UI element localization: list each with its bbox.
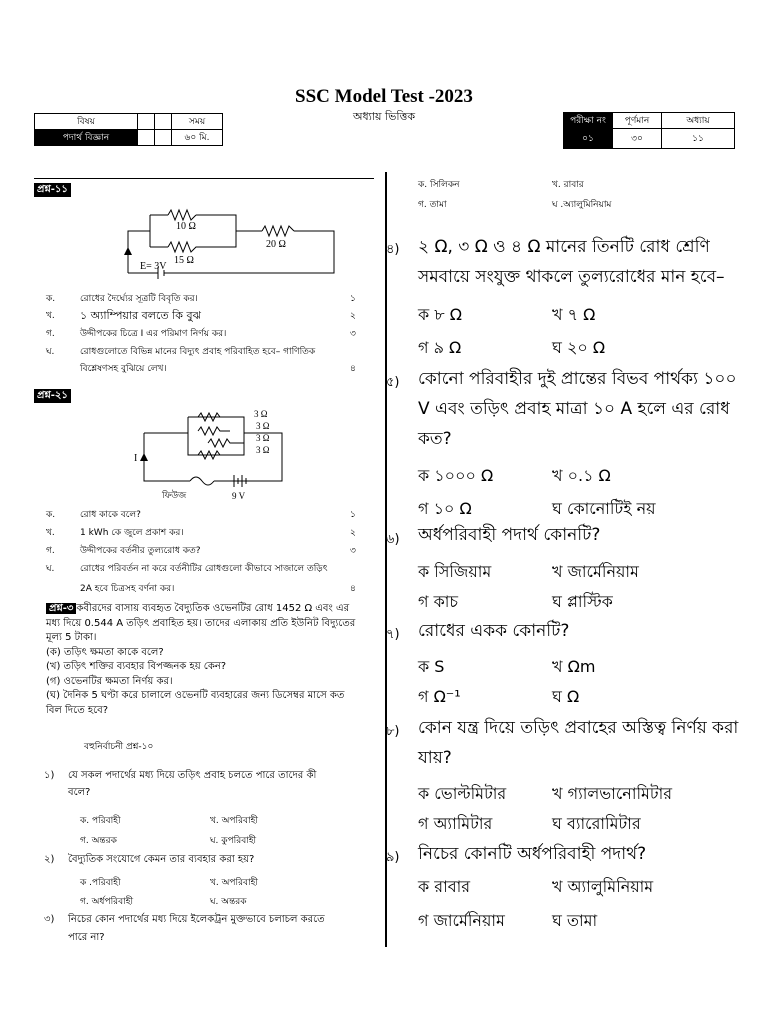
subject-value: পদার্থ বিজ্ঞান bbox=[35, 130, 138, 146]
mcq-4-option-a: ক ৮ Ω bbox=[418, 305, 462, 324]
mcq-2-option-d: ঘ. অন্তরক bbox=[210, 897, 247, 907]
mcq-6-option-c: গ কাচ bbox=[418, 592, 459, 611]
mcq-7-number: ৭) bbox=[386, 627, 400, 642]
subject-info-table bbox=[34, 113, 223, 146]
voltage-label: 9 V bbox=[232, 491, 246, 501]
chapter-label: অধ্যায় bbox=[662, 113, 735, 129]
mcq-2-option-c: গ. অর্ধপরিবাহী bbox=[80, 897, 134, 907]
emf-label: E= 3V bbox=[140, 261, 167, 272]
page-title: SSC Model Test -2023 bbox=[295, 86, 473, 107]
circuit-diagram-2 bbox=[134, 409, 314, 501]
mcq-6-option-a: ক সিজিয়াম bbox=[418, 562, 492, 581]
mcq-1-option-c: গ. অন্তরক bbox=[80, 836, 117, 846]
resistor-label-3a: 3 Ω bbox=[254, 409, 268, 419]
mcq-3: ৩) নিচের কোন পদার্থের মধ্য দিয়ে ইলেকট্রন মুক্তভাবে চলাচল করতে পারে না? bbox=[44, 914, 325, 943]
mcq-7-option-d: ঘ Ω bbox=[552, 687, 580, 706]
question-2-label: প্রশ্ন-২১ bbox=[34, 389, 71, 403]
mcq-9-question: নিচের কোনটি অর্ধপরিবাহী পদার্থ? bbox=[418, 844, 647, 864]
question-1-label: প্রশ্ন-১১ bbox=[34, 183, 71, 197]
page-subtitle: অধ্যায় ভিত্তিক bbox=[352, 110, 416, 123]
mcq-4-question: ২ Ω, ৩ Ω ও ৪ Ω মানের তিনটি রোধ শ্রেণি সমবায়ে সংযুক্ত থাকলে তুল্যরোধের মান হবে– bbox=[418, 237, 725, 287]
mcq-1: ১) যে সকল পদার্থের মধ্য দিয়ে তড়িৎ প্রবাহ চলতে পারে তাদের কী বলে? bbox=[44, 770, 317, 798]
header-divider bbox=[34, 178, 374, 179]
mcq-9-number: ৯) bbox=[386, 850, 400, 865]
column-divider bbox=[385, 172, 387, 947]
q2-sub-d: ঘ. রোধের পরিবর্তন না করে বর্তনীটির রোধগুলো কীভাবে সাজালে তড়িৎ bbox=[46, 564, 328, 574]
mcq-heading: বহুনির্বাচনী প্রশ্ন-১০ bbox=[84, 742, 154, 752]
mcq-9-option-b: খ অ্যালুমিনিয়াম bbox=[552, 877, 654, 896]
resistor-label-20: 20 Ω bbox=[266, 239, 286, 250]
mcq-1-option-d: ঘ. কুপরিবাহী bbox=[210, 836, 257, 846]
mcq-9-option-c: গ জার্মেনিয়াম bbox=[418, 911, 505, 930]
q2-sub-c: গ. উদ্দীপকের বর্তনীর তুল্যরোধ কত? ৩ bbox=[46, 546, 356, 556]
mcq-3-option-b: খ. রাবার bbox=[552, 180, 584, 190]
q1-sub-d: ঘ. রোধগুলোতে বিভিন্ন মানের বিদ্যুৎ প্রবাহ পরিবাহিত হবে– গাণিতিক bbox=[46, 347, 316, 357]
mcq-3-option-c: গ. তামা bbox=[418, 200, 447, 210]
mcq-7-question: রোধের একক কোনটি? bbox=[418, 621, 570, 641]
mcq-6-option-d: ঘ প্লাস্টিক bbox=[552, 592, 613, 611]
mcq-8-question: কোন যন্ত্র দিয়ে তড়িৎ প্রবাহের অস্তিত্ব নির্ণয় করা যায়? bbox=[418, 718, 739, 768]
mcq-9-option-d: ঘ তামা bbox=[552, 911, 598, 930]
mcq-9-option-a: ক রাবার bbox=[418, 877, 471, 896]
mcq-5-option-c: গ ১০ Ω bbox=[418, 499, 472, 518]
mcq-4-option-d: ঘ ২০ Ω bbox=[552, 338, 606, 357]
resistor-label-3b: 3 Ω bbox=[256, 421, 270, 431]
q2-sub-d-cont: 2A হবে চিত্রসহ বর্ণনা কর। ৪ bbox=[80, 584, 356, 594]
mcq-8-number: ৮) bbox=[386, 724, 400, 739]
mcq-1-option-b: খ. অপরিবাহী bbox=[210, 816, 258, 826]
current-label: I bbox=[134, 453, 138, 464]
mcq-2: ২) বৈদ্যুতিক সংযোগে কেমন তার ব্যবহার করা হয়? bbox=[44, 854, 255, 865]
mcq-8-option-c: গ অ্যামিটার bbox=[418, 814, 493, 833]
exam-no-value: ০১ bbox=[564, 129, 613, 149]
mcq-3-option-d: ঘ .অ্যালুমিনিয়াম bbox=[552, 200, 612, 210]
resistor-label-10: 10 Ω bbox=[176, 221, 196, 232]
mcq-8-option-b: খ গ্যালভানোমিটার bbox=[552, 784, 673, 803]
q2-sub-a: ক. রোধ কাকে বলে? ১ bbox=[46, 510, 356, 520]
fuse-label: ফিউজ bbox=[162, 491, 187, 501]
mcq-4-number: ৪) bbox=[386, 242, 400, 257]
mcq-7-option-c: গ Ω⁻¹ bbox=[418, 687, 461, 706]
q2-sub-b: খ. 1 kWh কে জুলে প্রকাশ কর। ২ bbox=[46, 528, 356, 538]
mcq-6-number: ৬) bbox=[386, 532, 400, 547]
mcq-2-option-b: খ. অপরিবাহী bbox=[210, 878, 258, 888]
mcq-1-option-a: ক. পরিবাহী bbox=[80, 816, 121, 826]
q1-sub-c: গ. উদ্দীপকের চিত্রে I এর পরিমাণ নির্ণয় কর। ৩ bbox=[46, 329, 356, 339]
q1-sub-a: ক. রোধের দৈর্ঘ্যের সূত্রটি বিবৃতি কর। ১ bbox=[46, 294, 356, 304]
mcq-5-option-a: ক ১০০০ Ω bbox=[418, 466, 494, 485]
question-3: প্রশ্ন-৩ কবীরদের বাসায় ব্যবহৃত বৈদ্যুতিক ওভেনটির রোধ 1452 Ω এবং এর মধ্য দিয়ে 0.544 A তড়িৎ প্রবাহিত হয়। তাদের এলাকায় প্রতি ইউনিট বিদ্যুতের মূল্য 5 টাকা। (ক) তড়িৎ ক্ষমতা কাকে বলে? (খ) তড়িৎ শক্তির ব্যবহার বিপজ্জনক হয় কেন? (গ) ওভেনটির ক্ষমতা নির্ণয় কর। (ঘ) দৈনিক 5 ঘণ্টা করে চালালে ওভেনটি ব্যবহারের জন্য ডিসেম্বর মাসে কত বিল দিতে হবে? bbox=[46, 603, 356, 716]
mcq-5-option-b: খ ০.১ Ω bbox=[552, 466, 611, 485]
mcq-6-question: অর্ধপরিবাহী পদার্থ কোনটি? bbox=[418, 525, 601, 545]
mcq-4-option-b: খ ৭ Ω bbox=[552, 305, 596, 324]
question-3-label: প্রশ্ন-৩ bbox=[46, 603, 76, 614]
resistor-label-15: 15 Ω bbox=[174, 255, 194, 266]
mcq-7-option-a: ক S bbox=[418, 657, 445, 676]
mcq-8-option-d: ঘ ব্যারোমিটার bbox=[552, 814, 641, 833]
exam-info-table bbox=[563, 112, 735, 149]
mcq-5-question: কোনো পরিবাহীর দুই প্রান্তের বিভব পার্থক্য ১০০ V এবং তড়িৎ প্রবাহ মাত্রা ১০ A হলে এর রোধ কত? bbox=[418, 369, 737, 449]
full-marks-label: পূর্ণমান bbox=[613, 113, 662, 129]
exam-no-label: পরীক্ষা নং bbox=[564, 113, 613, 129]
mcq-5-option-d: ঘ কোনোটিই নয় bbox=[552, 499, 656, 518]
q1-sub-d-cont: বিশ্লেষণসহ বুঝিয়ে লেখ। ৪ bbox=[80, 364, 356, 374]
mcq-8-option-a: ক ভোল্টমিটার bbox=[418, 784, 507, 803]
mcq-7-option-b: খ Ωm bbox=[552, 657, 596, 676]
resistor-label-3c: 3 Ω bbox=[256, 433, 270, 443]
mcq-3-option-a: ক. সিলিকন bbox=[418, 180, 460, 190]
time-label: সময় bbox=[172, 114, 223, 130]
full-marks-value: ৩০ bbox=[613, 129, 662, 149]
resistor-label-3d: 3 Ω bbox=[256, 445, 270, 455]
subject-label: বিষয় bbox=[35, 114, 138, 130]
time-value: ৬০ মি. bbox=[172, 130, 223, 146]
mcq-2-option-a: ক .পরিবাহী bbox=[80, 878, 121, 888]
q1-sub-b: খ. ১ অ্যাম্পিয়ার বলতে কি বুঝ ২ bbox=[46, 309, 356, 322]
mcq-4-option-c: গ ৯ Ω bbox=[418, 338, 462, 357]
mcq-5-number: ৫) bbox=[386, 375, 400, 390]
mcq-6-option-b: খ জার্মেনিয়াম bbox=[552, 562, 639, 581]
chapter-value: ১১ bbox=[662, 129, 735, 149]
